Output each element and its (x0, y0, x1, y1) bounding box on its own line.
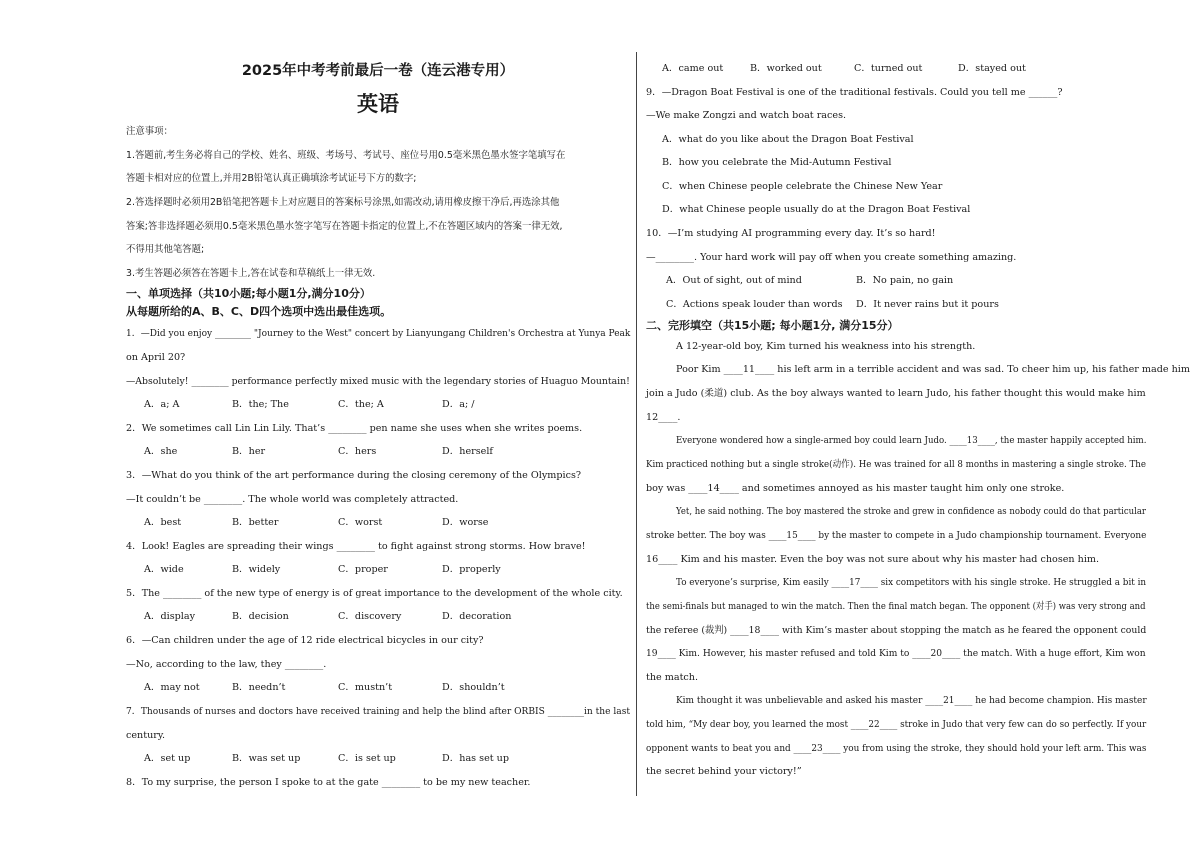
option-c: C．is set up (338, 753, 396, 764)
notice-line: 2.答选择题时必须用2B铅笔把答题卡上对应题目的答案标号涂黑,如需改动,请用橡皮擦干净后,再选涂其他 (126, 197, 560, 208)
option-c: C．hers (338, 446, 377, 457)
option-b: B．was set up (232, 753, 301, 764)
question-stem: 9．—Dragon Boat Festival is one of the traditional festivals. Could you tell me ______? (646, 87, 1063, 98)
option-d: D．decoration (442, 611, 512, 622)
section-title: 二、完形填空（共15小题; 每小题1分, 满分15分） (646, 319, 899, 332)
option-b: B．the; The (232, 399, 289, 410)
question-stem: 6．—Can children under the age of 12 ride electrical bicycles in our city? (126, 635, 484, 646)
passage-line: join a Judo (柔道) club. As the boy always wanted to learn Judo, his father thought this would make him (646, 388, 1146, 399)
option-a: A．came out (662, 63, 724, 74)
question-stem: —We make Zongzi and watch boat races. (646, 110, 847, 121)
section-instructions: 从每题所给的A、B、C、D四个选项中选出最佳选项。 (126, 305, 392, 318)
option-b: B．her (232, 446, 266, 457)
option-a: A．she (144, 446, 178, 457)
option-d: D．stayed out (958, 63, 1026, 74)
passage-line: opponent wants to beat you and ____23____ you from using the stroke, they should hold your left arm. This was (646, 743, 1147, 754)
passage-line: told him, “My dear boy, you learned the most ____22____ stroke in Judo that very few can do so perfectly. If your (646, 719, 1147, 730)
option-c: C．Actions speak louder than words (666, 299, 843, 310)
option-d: D．It never rains but it pours (856, 299, 999, 310)
passage-line: Yet, he said nothing. The boy mastered the stroke and grew in confidence as nobody could do that particular (676, 506, 1146, 517)
option-b: B．widely (232, 564, 281, 575)
option-c: C．when Chinese people celebrate the Chinese New Year (662, 181, 943, 192)
option-a: A．Out of sight, out of mind (666, 275, 802, 286)
passage-line: Kim practiced nothing but a single stroke(动作). He was trained for all 8 months in mastering a single stroke. The (646, 459, 1147, 470)
option-b: B．decision (232, 611, 289, 622)
option-c: C．mustn’t (338, 682, 393, 693)
exam-title: 2025年中考考前最后一卷（连云港专用） (241, 63, 515, 79)
option-d: D．shouldn’t (442, 682, 505, 693)
notice-line: 3.考生答题必须答在答题卡上,答在试卷和草稿纸上一律无效. (126, 268, 376, 279)
option-a: A．set up (144, 753, 191, 764)
option-d: D．properly (442, 564, 501, 575)
question-stem: —It couldn’t be ________. The whole world was completely attracted. (126, 494, 459, 505)
option-d: D．what Chinese people usually do at the Dragon Boat Festival (662, 204, 971, 215)
notice-heading: 注意事项： (126, 126, 173, 137)
question-stem: 1．—Did you enjoy ________ "Journey to the West" concert by Lianyungang Children's Orchestra at Yunya Peak (126, 328, 631, 339)
subject-title: 英语 (357, 92, 399, 116)
option-b: B．how you celebrate the Mid-Autumn Festival (662, 157, 892, 168)
option-d: D．worse (442, 517, 489, 528)
passage-line: 12____. (646, 412, 681, 423)
option-d: D．a; / (442, 399, 475, 410)
option-a: A．what do you like about the Dragon Boat Festival (662, 134, 914, 145)
passage-line: the semi-finals but managed to win the match. Then the final match began. The opponent (对手) was very strong and (646, 601, 1146, 612)
question-stem: on April 20? (126, 352, 186, 363)
question-stem: 8．To my surprise, the person I spoke to at the gate ________ to be my new teacher. (126, 777, 531, 788)
question-stem: —________. Your hard work will pay off when you create something amazing. (646, 252, 1017, 263)
option-c: C．discovery (338, 611, 402, 622)
column-divider (636, 52, 637, 796)
passage-line: Everyone wondered how a single-armed boy could learn Judo. ____13____, the master happily accepted him. (676, 435, 1147, 446)
passage-line: stroke better. The boy was ____15____ by the master to compete in a Judo championship tournament. Everyone (646, 530, 1147, 541)
option-c: C．worst (338, 517, 383, 528)
option-b: B．better (232, 517, 279, 528)
question-stem: 5．The ________ of the new type of energy is of great importance to the development of the whole city. (126, 588, 623, 599)
question-stem: 4．Look! Eagles are spreading their wings ________ to fight against strong storms. How brave! (126, 541, 586, 552)
option-c: C．turned out (854, 63, 923, 74)
passage-line: the referee (裁判) ____18____ with Kim’s master about stopping the match as he feared the opponent could (646, 625, 1147, 636)
option-b: B．needn’t (232, 682, 286, 693)
option-a: A．a; A (144, 399, 180, 410)
option-a: A．display (144, 611, 196, 622)
option-d: D．herself (442, 446, 493, 457)
option-c: C．proper (338, 564, 388, 575)
option-b: B．worked out (750, 63, 822, 74)
passage-line: the secret behind your victory!” (646, 766, 802, 777)
passage-line: boy was ____14____ and sometimes annoyed as his master taught him only one stroke. (646, 483, 1065, 494)
notice-line: 答案;答非选择题必须用0.5毫米黑色墨水签字笔写在答题卡指定的位置上,不在答题区域内的答案一律无效, (126, 221, 563, 232)
question-stem: 7．Thousands of nurses and doctors have received training and help the blind after ORBIS ________in the last (126, 706, 631, 717)
passage-line: the match. (646, 672, 699, 683)
question-stem: 10．—I’m studying AI programming every day. It’s so hard! (646, 228, 936, 239)
option-d: D．has set up (442, 753, 509, 764)
option-b: B．No pain, no gain (856, 275, 954, 286)
notice-line: 不得用其他笔答题; (126, 244, 205, 255)
passage-line: A 12-year-old boy, Kim turned his weakness into his strength. (676, 341, 976, 352)
passage-line: Poor Kim ____11____ his left arm in a terrible accident and was sad. To cheer him up, his father made him (676, 364, 1190, 375)
option-a: A．best (144, 517, 182, 528)
passage-line: Kim thought it was unbelievable and asked his master ____21____ he had become champion. His master (676, 695, 1147, 706)
passage-line: 19____ Kim. However, his master refused and told Kim to ____20____ the match. With a huge effort, Kim won (646, 648, 1146, 659)
question-stem: 3．—What do you think of the art performance during the closing ceremony of the Olympics? (126, 470, 582, 481)
section-title: 一、单项选择（共10小题;每小题1分,满分10分） (126, 287, 371, 300)
option-c: C．the; A (338, 399, 384, 410)
notice-line: 1.答题前,考生务必将自己的学校、姓名、班级、考场号、考试号、座位号用0.5毫米黑色墨水签字笔填写在 (126, 150, 566, 161)
question-stem: century. (126, 730, 166, 741)
question-stem: 2．We sometimes call Lin Lin Lily. That’s ________ pen name she uses when she writes poems. (126, 423, 583, 434)
passage-line: To everyone’s surprise, Kim easily ____17____ six competitors with his single stroke. He struggled a bit in (676, 577, 1147, 588)
question-stem: —Absolutely! ________ performance perfectly mixed music with the legendary stories of Huaguo Mountain! (126, 376, 630, 387)
option-a: A．may not (144, 682, 200, 693)
notice-line: 答题卡相对应的位置上,并用2B铅笔认真正确填涂考试证号下方的数字; (126, 173, 417, 184)
option-a: A．wide (144, 564, 184, 575)
question-stem: —No, according to the law, they ________. (126, 659, 327, 670)
passage-line: 16____ Kim and his master. Even the boy was not sure about why his master had chosen him. (646, 554, 1100, 565)
